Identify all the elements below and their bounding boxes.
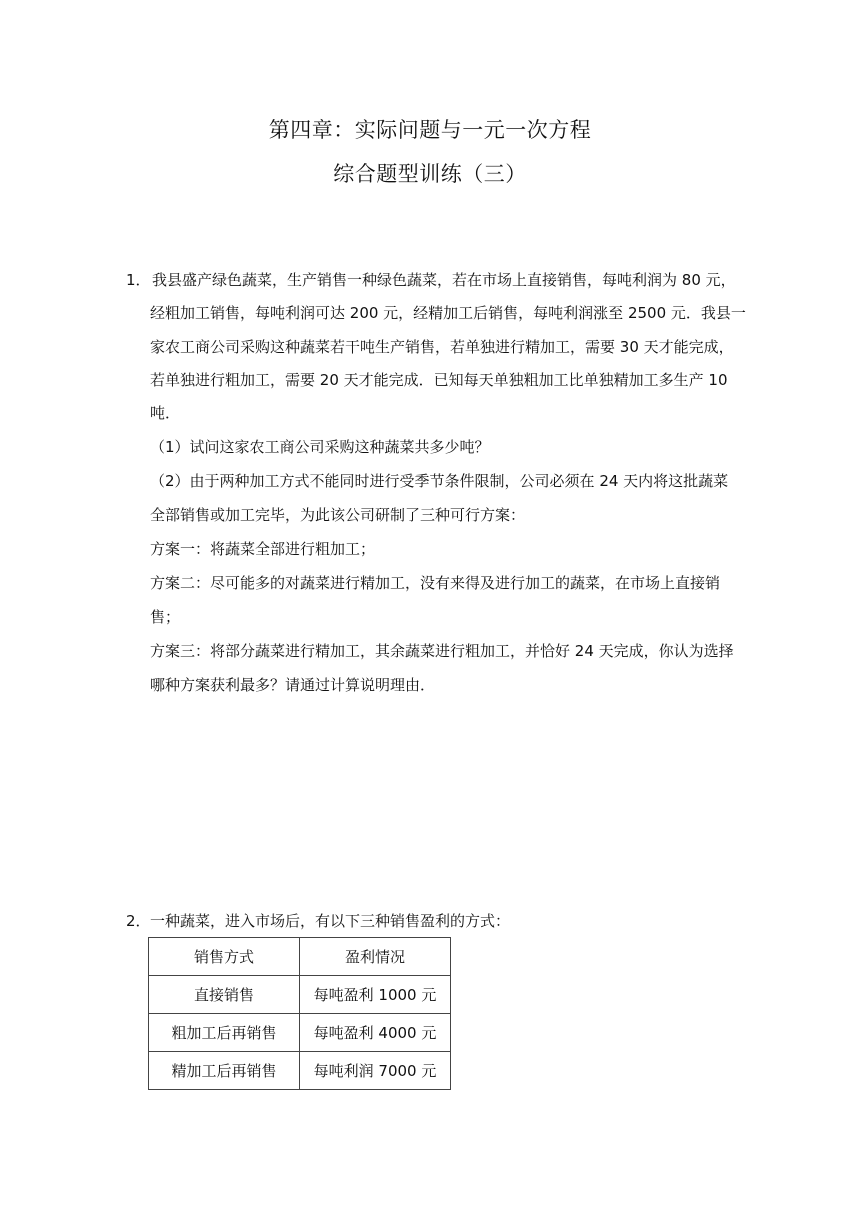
- section-subtitle: 综合题型训练（三）: [333, 162, 527, 186]
- table-cell: 每吨盈利 4000 元: [300, 1014, 451, 1052]
- table-cell: 精加工后再销售: [149, 1052, 300, 1090]
- table-header-cell: 销售方式: [149, 938, 300, 976]
- plan-3-line: 方案三：将部分蔬菜进行精加工，其余蔬菜进行粗加工，并恰好 24 天完成，你认为选择: [150, 642, 734, 660]
- sales-methods-table: [148, 937, 451, 1090]
- plan-2-line: 方案二：尽可能多的对蔬菜进行精加工，没有来得及进行加工的蔬菜，在市场上直接销: [150, 574, 721, 592]
- question-1-part-2-line: （2）由于两种加工方式不能同时进行受季节条件限制，公司必须在 24 天内将这批蔬菜: [150, 472, 729, 490]
- table-cell: 直接销售: [149, 976, 300, 1014]
- table-header-cell: 盈利情况: [300, 938, 451, 976]
- table-header-row: [149, 938, 451, 976]
- chapter-title: 第四章：实际问题与一元一次方程: [268, 118, 592, 142]
- table-row: [149, 1014, 451, 1052]
- table-cell: 每吨利润 7000 元: [300, 1052, 451, 1090]
- table-row: [149, 1052, 451, 1090]
- plan-3-line: 哪种方案获利最多？请通过计算说明理由．: [150, 676, 436, 694]
- question-1-part-2-line: 全部销售或加工完毕，为此该公司研制了三种可行方案：: [150, 506, 526, 524]
- question-1-number: 1．: [126, 271, 151, 289]
- question-1-line: 吨．: [150, 404, 181, 422]
- question-1-line: 经粗加工销售，每吨利润可达 200 元，经精加工后销售，每吨利润涨至 2500 元．我县一: [150, 304, 746, 322]
- plan-1: 方案一：将蔬菜全部进行粗加工；: [150, 540, 376, 558]
- table-cell: 粗加工后再销售: [149, 1014, 300, 1052]
- question-2-number: 2．: [126, 912, 151, 930]
- question-1-line: 家农工商公司采购这种蔬菜若干吨生产销售，若单独进行精加工，需要 30 天才能完成，: [150, 338, 734, 356]
- question-1-part-1: （1）试问这家农工商公司采购这种蔬菜共多少吨？: [150, 438, 490, 456]
- question-2-intro: 一种蔬菜，进入市场后，有以下三种销售盈利的方式：: [150, 912, 511, 930]
- table-cell: 每吨盈利 1000 元: [300, 976, 451, 1014]
- table-row: [149, 976, 451, 1014]
- question-1-line: 我县盛产绿色蔬菜，生产销售一种绿色蔬菜，若在市场上直接销售，每吨利润为 80 元，: [152, 271, 736, 289]
- plan-2-line: 售；: [150, 608, 181, 626]
- question-1-line: 若单独进行粗加工，需要 20 天才能完成．已知每天单独粗加工比单独精加工多生产 10: [150, 371, 728, 389]
